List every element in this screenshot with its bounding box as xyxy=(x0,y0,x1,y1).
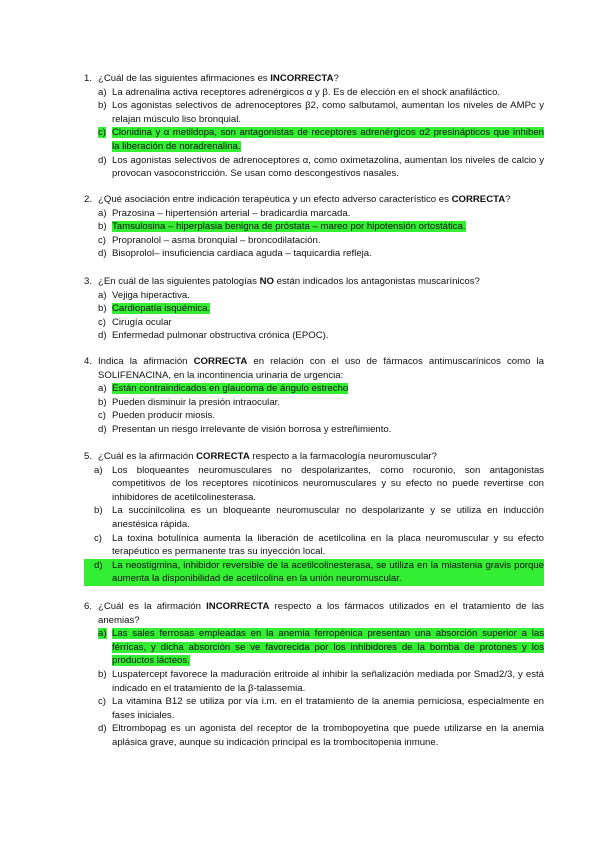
stem-text: ¿En cuál de las siguientes patologías xyxy=(98,276,260,287)
option-text: La toxina botulínica aumenta la liberación de acetilcolina en la placa neuromuscular y su efecto terapéutico es permanente tras su inyección local. xyxy=(112,532,544,558)
option-d xyxy=(98,329,544,343)
option-c xyxy=(98,234,544,248)
option-letter: a) xyxy=(98,383,107,395)
question-stem xyxy=(84,600,544,627)
stem-text: ¿Cuál de las siguientes afirmaciones es xyxy=(98,73,271,84)
question-number: 4. xyxy=(84,356,93,367)
option-text: Cirugía ocular xyxy=(112,316,172,328)
question-number: 6. xyxy=(84,601,93,612)
option-text: Prazosina – hipertensión arterial – bradicardia marcada. xyxy=(112,207,351,219)
option-letter: a) xyxy=(94,464,103,476)
option-letter: d) xyxy=(98,154,107,166)
option-letter: b) xyxy=(98,396,107,408)
option-b xyxy=(84,504,544,531)
option-c xyxy=(84,532,544,559)
options-list xyxy=(98,207,544,261)
option-b-correct xyxy=(98,220,544,234)
question-3 xyxy=(84,275,544,343)
option-d xyxy=(98,154,544,181)
option-text: Los agonistas selectivos de adrenoceptores β2, como salbutamol, aumentan los niveles de AMPc y relajan músculo liso bronquial. xyxy=(112,100,544,125)
question-number: 1. xyxy=(84,73,93,84)
option-letter: d) xyxy=(98,423,107,435)
options-list xyxy=(98,86,544,181)
option-text-highlighted: Clonidina y α metildopa, son antagonistas de receptores adrenérgicos α2 presinápticos que inhiben la liberación de noradrenalina. xyxy=(112,127,544,152)
option-letter: c) xyxy=(98,316,106,328)
question-1 xyxy=(84,72,544,181)
stem-text-end: ? xyxy=(505,194,511,205)
option-d xyxy=(98,247,544,261)
option-a-correct xyxy=(98,627,544,668)
option-letter: c) xyxy=(98,127,106,139)
options-list xyxy=(84,464,544,586)
option-a-correct xyxy=(98,382,544,396)
option-c xyxy=(98,695,544,722)
option-text-highlighted: Están contraindicados en glaucoma de ángulo estrecho xyxy=(112,383,349,395)
option-text: Vejiga hiperactiva. xyxy=(112,289,190,301)
question-number: 3. xyxy=(84,276,93,287)
options-list xyxy=(98,627,544,749)
option-text: Los agonistas selectivos de adrenoceptores α, como oximetazolina, aumentan los niveles de calcio y provocan vasoconstricción. Se usan como descongestivos nasales. xyxy=(112,154,544,180)
option-text: Los bloqueantes neuromusculares no despolarizantes, como rocuronio, son antagonistas competitivos de los receptores nicotínicos neuromusculares y su efecto no puede revertirse con inhibidores de acetilcolinesterasa. xyxy=(112,464,544,503)
option-a xyxy=(98,86,544,100)
option-letter: b) xyxy=(98,668,107,680)
option-letter: a) xyxy=(98,289,107,301)
stem-text: ¿Cuál es la afirmación xyxy=(98,451,197,462)
question-stem xyxy=(84,275,544,289)
option-text: Pueden producir miosis. xyxy=(112,410,215,422)
option-letter: c) xyxy=(94,532,102,544)
options-list xyxy=(98,382,544,436)
option-c-correct xyxy=(98,126,544,153)
question-2 xyxy=(84,193,544,261)
question-5 xyxy=(84,450,544,586)
option-letter: b) xyxy=(98,100,107,112)
stem-text: ¿Cuál es la afirmación xyxy=(98,601,207,612)
stem-emphasis: CORRECTA xyxy=(451,194,506,205)
stem-emphasis: CORRECTA xyxy=(193,356,248,367)
option-text-highlighted: Tamsulosina – hiperplasia benigna de próstata – mareo por hipotensión ortostática. xyxy=(112,221,466,233)
option-text: Enfermedad pulmonar obstructiva crónica (EPOC). xyxy=(112,330,329,342)
option-letter: c) xyxy=(98,410,106,422)
option-a xyxy=(98,207,544,221)
stem-emphasis: NO xyxy=(259,276,274,287)
options-list xyxy=(98,289,544,343)
option-c xyxy=(98,409,544,423)
option-letter: a) xyxy=(98,628,107,640)
stem-text-end: están indicados los antagonistas muscarínicos? xyxy=(274,276,480,287)
option-text-highlighted: Las sales ferrosas empleadas en la anemia ferropénica presentan una absorción superior a las férricas, y dicha absorción se ve favorecida por los inhibidores de la bomba de protones y los productos lácteos. xyxy=(112,628,544,667)
option-letter: b) xyxy=(98,303,107,315)
stem-text-end: en relación con el uso de fármacos antimuscarínicos como la SOLIFENACINA, en la incontinencia urinaria de urgencia: xyxy=(98,356,544,381)
question-stem xyxy=(84,72,544,86)
option-a xyxy=(84,464,544,505)
option-d-correct xyxy=(84,559,544,586)
option-text: Presentan un riesgo irrelevante de visión borrosa y estreñimiento. xyxy=(112,423,392,435)
option-d xyxy=(98,722,544,749)
option-letter: a) xyxy=(98,86,107,98)
option-d xyxy=(98,423,544,437)
question-stem xyxy=(84,450,544,464)
question-number: 5. xyxy=(84,451,93,462)
option-letter: c) xyxy=(98,234,106,246)
option-letter: c) xyxy=(98,696,106,708)
question-number: 2. xyxy=(84,194,93,205)
option-letter: d) xyxy=(98,330,107,342)
stem-text-end: respecto a los fármacos utilizados en el tratamiento de las anemias? xyxy=(98,601,544,626)
option-b-correct xyxy=(98,302,544,316)
stem-text: Indica la afirmación xyxy=(98,356,194,367)
option-b xyxy=(98,396,544,410)
question-6 xyxy=(84,600,544,750)
option-text: Eltrombopag es un agonista del receptor de la trombopoyetina que puede utilizarse en la anemia aplásica grave, aunque su indicación principal es la trombocitopenia inmune. xyxy=(112,723,544,748)
option-letter: b) xyxy=(94,505,103,517)
option-letter: d) xyxy=(98,723,107,735)
option-text: Bisoprolol– insuficiencia cardiaca aguda – taquicardia refleja. xyxy=(112,248,372,260)
question-stem xyxy=(84,193,544,207)
stem-emphasis: CORRECTA xyxy=(196,451,250,462)
option-a xyxy=(98,289,544,303)
option-b xyxy=(98,668,544,695)
option-text: La succinilcolina es un bloqueante neuromuscular no despolarizante y se utiliza en inducción anestésica rápida. xyxy=(112,505,544,530)
stem-text-end: respecto a la farmacología neuromuscular? xyxy=(249,451,437,462)
option-text: La vitamina B12 se utiliza por vía i.m. en el tratamiento de la anemia perniciosa, especialmente en fases iniciales. xyxy=(112,696,544,721)
option-letter: d) xyxy=(98,248,107,260)
option-letter: a) xyxy=(98,207,107,219)
option-text: La adrenalina activa receptores adrenérgicos α y β. Es de elección en el shock anafiláctico. xyxy=(112,86,501,98)
option-text: Pueden disminuir la presión intraocular. xyxy=(112,396,280,408)
question-4 xyxy=(84,355,544,437)
option-text-highlighted: La neostigmina, inhibidor reversible de la acetilcolinesterasa, se utiliza en la miastenia gravis porque aumenta la disponibilidad de acetilcolina en la unión neuromuscular. xyxy=(112,559,544,585)
option-letter: d) xyxy=(94,559,103,571)
question-stem xyxy=(84,355,544,382)
option-b xyxy=(98,99,544,126)
option-text: Propranolol – asma bronquial – broncodilatación. xyxy=(112,234,321,246)
stem-emphasis: INCORRECTA xyxy=(270,73,334,84)
option-c xyxy=(98,316,544,330)
stem-emphasis: INCORRECTA xyxy=(206,601,270,612)
option-letter: b) xyxy=(98,221,107,233)
option-text: Luspatercept favorece la maduración eritroide al inhibir la señalización mediada por Smad2/3, y está indicado en el tratamiento de la β-talassemia. xyxy=(112,668,544,694)
stem-text-end: ? xyxy=(333,73,339,84)
option-text-highlighted: Cardiopatía isquémica. xyxy=(112,303,211,315)
stem-text: ¿Qué asociación entre indicación terapéutica y un efecto adverso característico es xyxy=(98,194,452,205)
